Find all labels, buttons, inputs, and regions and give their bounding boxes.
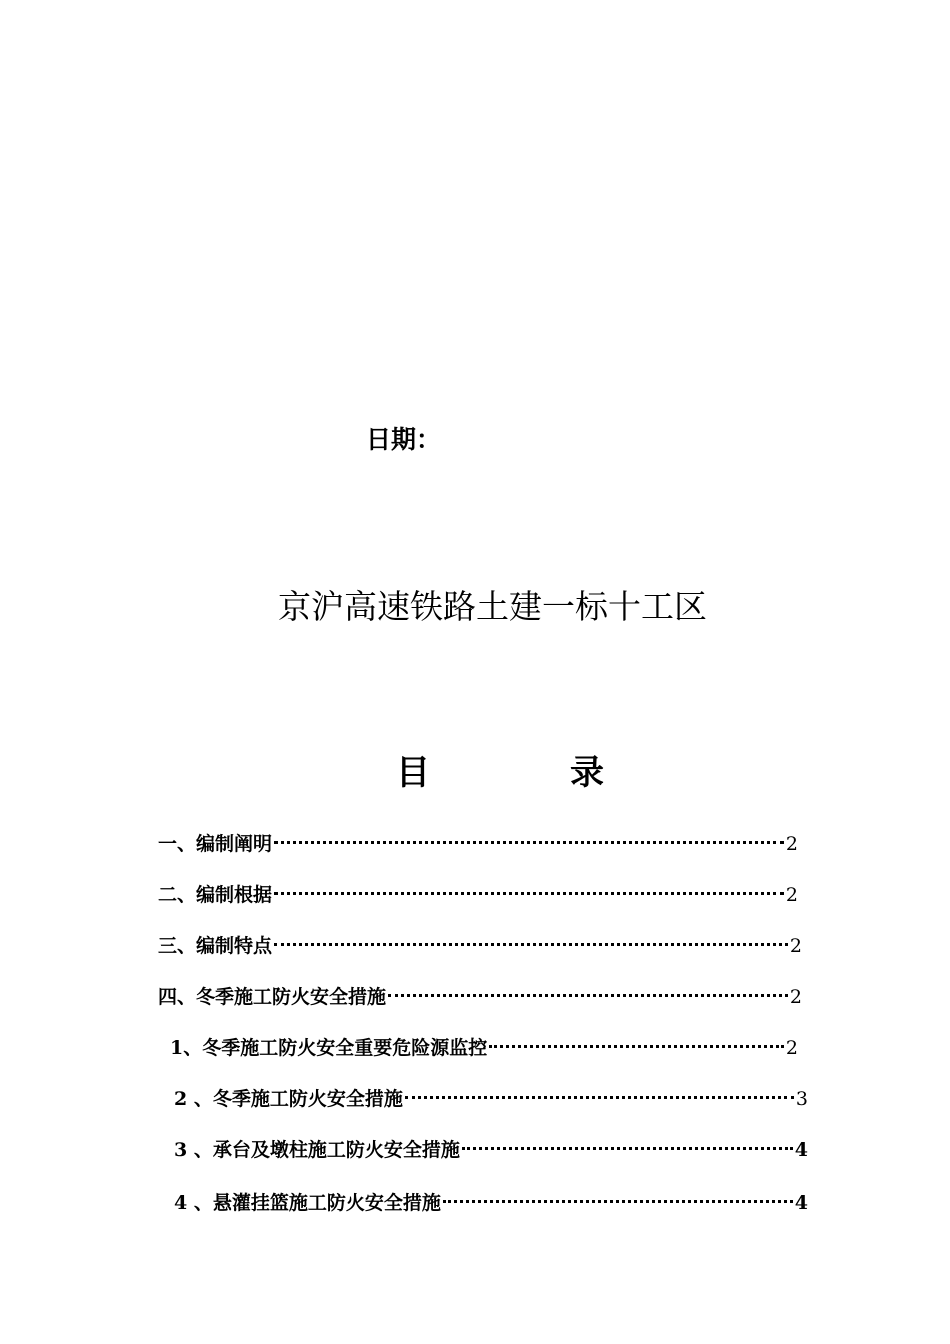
toc-item[interactable] [158, 882, 798, 908]
toc-leader [274, 943, 788, 946]
toc-item-page: 2 [785, 833, 798, 855]
toc-item-page: 2 [789, 935, 802, 957]
toc-leader [443, 1200, 793, 1203]
toc-item-page: 4 [794, 1139, 808, 1161]
toc-leader [489, 1045, 784, 1048]
toc-item-label: 1、冬季施工防火安全重要危险源监控 [170, 1037, 488, 1059]
toc-leader [274, 841, 784, 844]
toc-item[interactable] [174, 1137, 808, 1163]
toc-item-label: 3 、承台及墩柱施工防火安全措施 [174, 1139, 460, 1161]
toc-item[interactable] [158, 831, 798, 857]
toc-item-label: 4 、悬灌挂篮施工防火安全措施 [174, 1192, 441, 1214]
toc-heading-right: 录 [570, 753, 604, 793]
toc-item-label: 2 、冬季施工防火安全措施 [174, 1088, 403, 1110]
toc-item-label: 三、编制特点 [158, 935, 273, 957]
toc-item-page: 4 [794, 1192, 808, 1214]
toc-item[interactable] [170, 1035, 798, 1061]
toc-leader [388, 994, 788, 997]
toc-leader [462, 1147, 793, 1150]
toc-item-label: 一、编制阐明 [158, 833, 273, 855]
org-title: 京沪高速铁路土建一标十工区 [278, 587, 707, 626]
toc-item-label: 二、编制根据 [158, 884, 273, 906]
toc-heading-left: 目 [396, 753, 430, 793]
toc-item[interactable] [174, 1086, 808, 1112]
toc-leader [405, 1096, 794, 1099]
toc-item-page: 2 [785, 884, 798, 906]
toc-item-label: 四、冬季施工防火安全措施 [158, 986, 387, 1008]
toc-item[interactable] [158, 984, 802, 1010]
toc-item[interactable] [158, 933, 802, 959]
date-label: 日期： [366, 425, 442, 454]
toc-leader [274, 892, 784, 895]
toc-item-page: 2 [789, 986, 802, 1008]
toc-item-page: 2 [785, 1037, 798, 1059]
toc-item-page: 3 [795, 1088, 808, 1110]
toc-item[interactable] [174, 1190, 808, 1216]
